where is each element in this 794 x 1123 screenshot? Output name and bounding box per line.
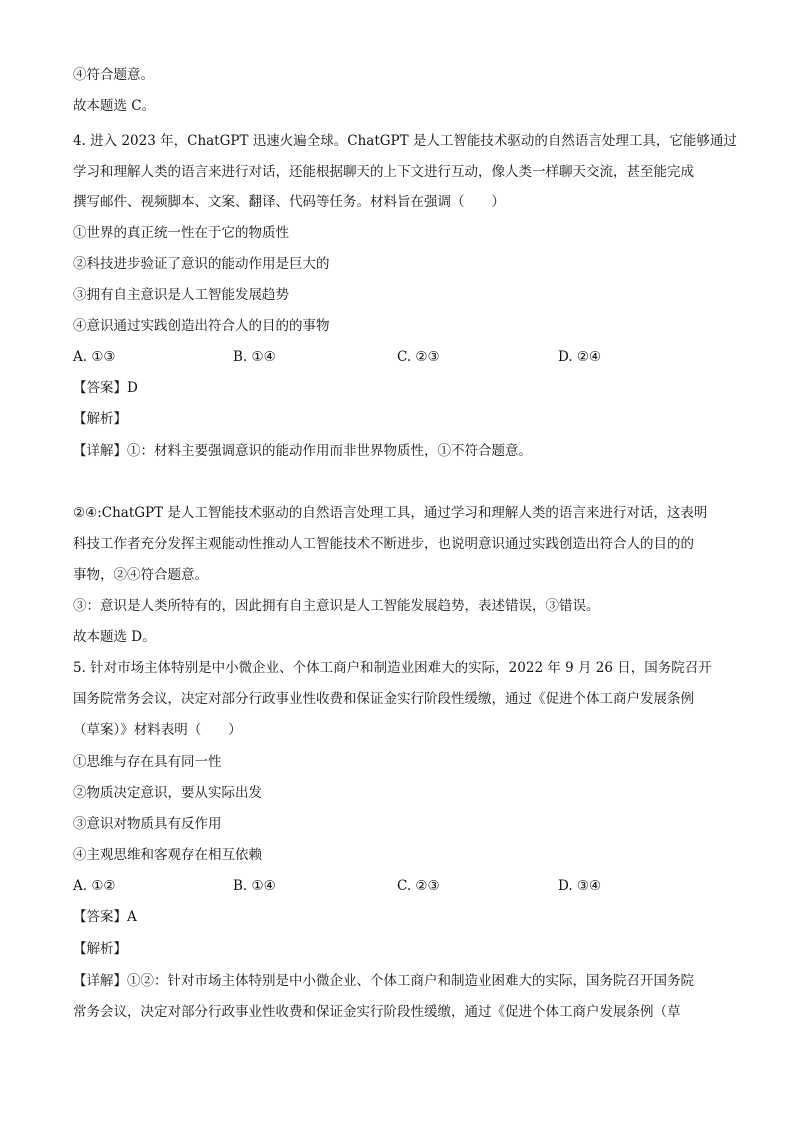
q5-detail-line-2: 常务会议，决定对部分行政事业性收费和保证金实行阶段性缓缴，通过《促进个体工商户发展条例（草 <box>73 1004 681 1020</box>
q4-detail-line-2: ②④:ChatGPT 是人工智能技术驱动的自然语言处理工具，通过学习和理解人类的语言来进行对话，这表明 <box>73 505 708 521</box>
q5-item-4: ④主观思维和客观存在相互依赖 <box>73 847 262 863</box>
q5-stem-line-3: （草案）》材料表明（ ） <box>73 722 242 738</box>
q4-answer: 【答案】D <box>73 380 138 396</box>
q5-item-3: ③意识对物质具有反作用 <box>73 816 222 832</box>
q5-options <box>73 877 733 895</box>
q5-option-a: A. ①② <box>73 878 116 894</box>
q5-detail-line-1: 【详解】①②：针对市场主体特别是中小微企业、个体工商户和制造业困难大的实际，国务院召开国务院 <box>73 973 694 989</box>
q4-option-a: A. ①③ <box>73 349 116 365</box>
q5-option-d: D. ③④ <box>558 878 602 894</box>
q4-stem-line-3: 撰写邮件、视频脚本、文案、翻译、代码等任务。材料旨在强调（ ） <box>73 194 505 210</box>
q5-item-2: ②物质决定意识，要从实际出发 <box>73 785 262 801</box>
q4-item-3: ③拥有自主意识是人工智能发展趋势 <box>73 287 289 303</box>
q5-item-1: ①思维与存在具有同一性 <box>73 754 222 770</box>
q4-stem-line-1: 4. 进入 2023 年，ChatGPT 迅速火遍全球。ChatGPT 是人工智能技术驱动的自然语言处理工具，它能够通过 <box>73 133 737 149</box>
q4-detail-line-4: 事物，②④符合题意。 <box>73 567 208 583</box>
q4-detail-line-5: ③：意识是人类所特有的，因此拥有自主意识是人工智能发展趋势，表述错误，③错误。 <box>73 598 600 614</box>
q4-option-c: C. ②③ <box>397 349 440 365</box>
q4-analysis-label: 【解析】 <box>73 411 127 427</box>
q5-option-c: C. ②③ <box>397 878 440 894</box>
q4-item-1: ①世界的真正统一性在于它的物质性 <box>73 225 289 241</box>
q4-option-d: D. ②④ <box>558 349 602 365</box>
q3-tail-line-2: 故本题选 C。 <box>73 98 156 114</box>
q5-option-b: B. ①④ <box>233 878 276 894</box>
q5-stem-line-2: 国务院常务会议，决定对部分行政事业性收费和保证金实行阶段性缓缴，通过《促进个体工商户发展条例 <box>73 691 694 707</box>
q5-analysis-label: 【解析】 <box>73 941 127 957</box>
q5-stem-line-1: 5. 针对市场主体特别是中小微企业、个体工商户和制造业困难大的实际，2022 年 9 月 26 日，国务院召开 <box>73 660 712 676</box>
q4-detail-line-1: 【详解】①：材料主要强调意识的能动作用而非世界物质性，①不符合题意。 <box>73 443 532 459</box>
q4-detail-line-3: 科技工作者充分发挥主观能动性推动人工智能技术不断进步，也说明意识通过实践创造出符合人的目的的 <box>73 536 694 552</box>
q4-item-2: ②科技进步验证了意识的能动作用是巨大的 <box>73 256 330 272</box>
q5-answer: 【答案】A <box>73 909 137 925</box>
q4-option-b: B. ①④ <box>233 349 276 365</box>
q4-options <box>73 348 733 366</box>
q3-tail-line-1: ④符合题意。 <box>73 67 154 83</box>
q4-stem-line-2: 学习和理解人类的语言来进行对话，还能根据聊天的上下文进行互动，像人类一样聊天交流，甚至能完成 <box>73 164 694 180</box>
q4-item-4: ④意识通过实践创造出符合人的目的的事物 <box>73 318 330 334</box>
q4-detail-line-6: 故本题选 D。 <box>73 629 156 645</box>
